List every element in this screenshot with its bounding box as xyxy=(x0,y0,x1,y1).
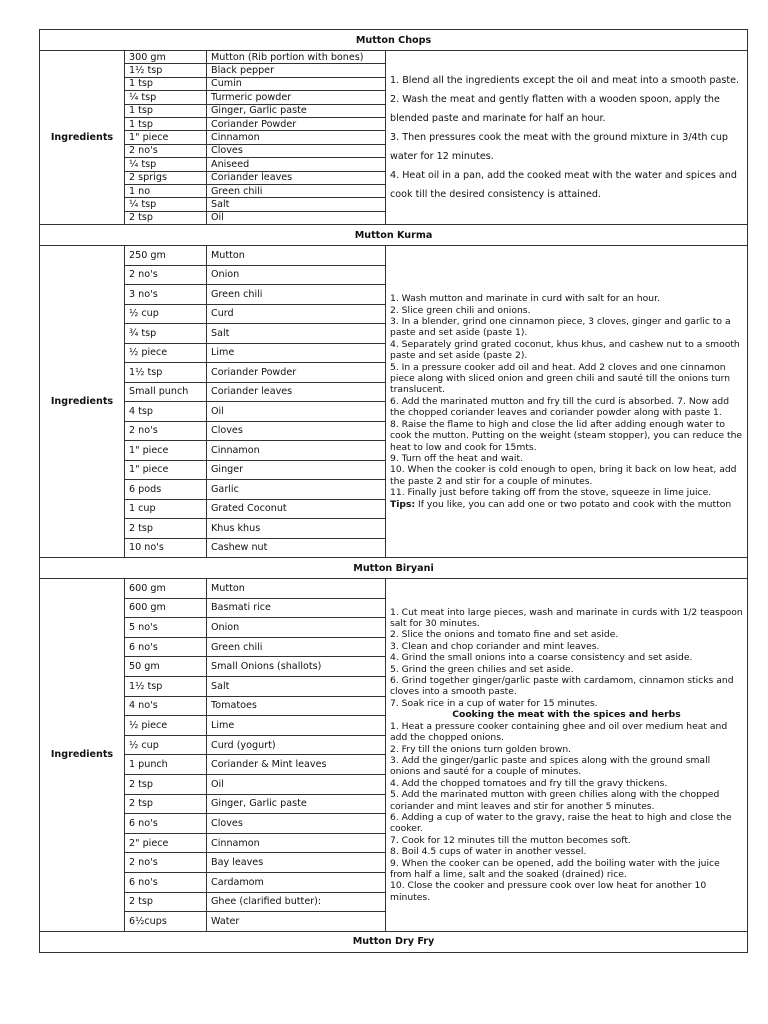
ingredient-name: Curd (yogurt) xyxy=(207,735,386,755)
ingredient-name: Oil xyxy=(207,775,386,795)
ingredient-quantity: 6 pods xyxy=(125,480,207,500)
ingredient-name: Salt xyxy=(207,198,386,211)
ingredient-name: Lime xyxy=(207,343,386,363)
ingredient-name: Tomatoes xyxy=(207,696,386,716)
ingredient-name: Cinnamon xyxy=(207,833,386,853)
recipe-title-kurma: Mutton Kurma xyxy=(40,225,748,246)
ingredient-row xyxy=(40,246,748,266)
ingredient-name: Basmati rice xyxy=(207,598,386,618)
ingredient-name: Green chili xyxy=(207,637,386,657)
step-text: 8. Raise the flame to high and close the lid after adding enough water to cook the mutton. Putting on the weight (steam stopper), you can reduce the heat to low and cook for 15mts. xyxy=(390,418,743,453)
step-text: 1. Heat a pressure cooker containing ghee and oil over medium heat and add the chopped onions. xyxy=(390,720,728,744)
ingredient-quantity: 2 sprigs xyxy=(125,171,207,184)
ingredient-name: Grated Coconut xyxy=(207,499,386,519)
ingredient-quantity: ½ cup xyxy=(125,304,207,324)
step-text: 2. Fry till the onions turn golden brown. xyxy=(390,743,572,755)
ingredient-quantity: 6 no's xyxy=(125,814,207,834)
step-text: 5. Add the marinated mutton with green chilies along with the chopped coriander and mint leaves and stir for another 5 minutes. xyxy=(390,789,720,812)
ingredient-quantity: 2 no's xyxy=(125,144,207,157)
ingredient-quantity: 4 no's xyxy=(125,696,207,716)
recipe-steps xyxy=(386,51,748,225)
ingredient-name: Coriander leaves xyxy=(207,171,386,184)
recipe-title-biryani: Mutton Biryani xyxy=(40,558,748,579)
ingredient-quantity: 1 punch xyxy=(125,755,207,775)
ingredient-quantity: ¾ tsp xyxy=(125,324,207,344)
ingredient-name: Green chili xyxy=(207,285,386,305)
step-text: 11. Finally just before taking off from the stove, squeeze in lime juice. xyxy=(390,487,712,499)
ingredient-quantity: 6 no's xyxy=(125,637,207,657)
recipe-title-row xyxy=(40,225,748,246)
recipe-title-row xyxy=(40,558,748,579)
ingredient-quantity: 4 tsp xyxy=(125,402,207,422)
ingredient-quantity: 1 tsp xyxy=(125,117,207,130)
ingredient-name: Ghee (clarified butter): xyxy=(207,892,386,912)
step-text: 4. Heat oil in a pan, add the cooked meat with the water and spices and cook till the desired consistency is attained. xyxy=(390,170,737,201)
ingredient-quantity: 3 no's xyxy=(125,285,207,305)
ingredient-name: Coriander leaves xyxy=(207,382,386,402)
ingredients-label: Ingredients xyxy=(40,579,125,932)
ingredient-name: Cloves xyxy=(207,814,386,834)
tips-text: If you like, you can add one or two potato and cook with the mutton xyxy=(415,498,732,510)
ingredient-quantity: 1" piece xyxy=(125,460,207,480)
ingredient-quantity: 1 no xyxy=(125,184,207,197)
recipe-title-chops: Mutton Chops xyxy=(40,30,748,51)
ingredient-name: Cinnamon xyxy=(207,441,386,461)
step-text: 5. In a pressure cooker add oil and heat. Add 2 cloves and one cinnamon piece along with sliced onion and green chili and sauté till the onions turn translucent. xyxy=(390,361,731,396)
step-text: 1. Wash mutton and marinate in curd with salt for an hour. xyxy=(390,293,660,305)
step-text: 7. Soak rice in a cup of water for 15 minutes. xyxy=(390,697,598,709)
ingredient-quantity: 600 gm xyxy=(125,598,207,618)
tips-label: Tips: xyxy=(390,498,416,510)
ingredient-name: Cumin xyxy=(207,77,386,90)
ingredient-quantity: ¼ tsp xyxy=(125,198,207,211)
ingredient-name: Ginger xyxy=(207,460,386,480)
ingredient-name: Water xyxy=(207,912,386,932)
ingredient-name: Onion xyxy=(207,265,386,285)
ingredient-quantity: 600 gm xyxy=(125,579,207,599)
step-text: 2. Slice the onions and tomato fine and set aside. xyxy=(390,629,619,641)
ingredient-name: Ginger, Garlic paste xyxy=(207,794,386,814)
ingredient-quantity: ½ piece xyxy=(125,716,207,736)
ingredient-name: Black pepper xyxy=(207,64,386,77)
ingredient-name: Salt xyxy=(207,677,386,697)
step-text: 10. When the cooker is cold enough to open, bring it back on low heat, add the paste 2 and stir for a couple of minutes. xyxy=(390,464,737,487)
ingredient-name: Mutton xyxy=(207,246,386,266)
ingredient-quantity: 1" piece xyxy=(125,131,207,144)
ingredient-quantity: 2 tsp xyxy=(125,519,207,539)
ingredient-quantity: 2 tsp xyxy=(125,211,207,224)
steps-sub-heading: Cooking the meat with the spices and herbs xyxy=(452,709,681,721)
tips-paragraph xyxy=(390,499,743,510)
ingredient-name: Ginger, Garlic paste xyxy=(207,104,386,117)
ingredients-label: Ingredients xyxy=(40,246,125,558)
step-text: 9. Turn off the heat and wait. xyxy=(390,452,524,464)
step-text: 7. Cook for 12 minutes till the mutton becomes soft. xyxy=(390,834,631,846)
ingredient-quantity: 300 gm xyxy=(125,51,207,64)
step-text: 10. Close the cooker and pressure cook over low heat for another 10 minutes. xyxy=(390,880,707,903)
recipe-title-dryfry: Mutton Dry Fry xyxy=(40,931,748,952)
recipe-steps xyxy=(386,246,748,558)
ingredient-name: Aniseed xyxy=(207,158,386,171)
ingredient-quantity: 1 tsp xyxy=(125,104,207,117)
recipe-document xyxy=(39,29,747,953)
recipe-steps xyxy=(386,579,748,932)
step-text: 6. Adding a cup of water to the gravy, raise the heat to high and close the cooker. xyxy=(390,811,732,835)
recipe-table xyxy=(39,29,748,953)
ingredient-quantity: ¼ tsp xyxy=(125,158,207,171)
ingredient-row xyxy=(40,579,748,599)
step-text: 6. Grind together ginger/garlic paste with cardamom, cinnamon sticks and cloves into a smooth paste. xyxy=(390,675,734,698)
ingredient-name: Oil xyxy=(207,402,386,422)
step-text: 9. When the cooker can be opened, add the boiling water with the juice from half a lime, salt and the soaked (drained) rice. xyxy=(390,857,720,880)
ingredient-name: Green chili xyxy=(207,184,386,197)
ingredient-quantity: ½ cup xyxy=(125,735,207,755)
step-text: 4. Separately grind grated coconut, khus khus, and cashew nut to a smooth paste and set aside (paste 2). xyxy=(390,338,740,362)
ingredient-name: Cloves xyxy=(207,144,386,157)
ingredient-name: Cardamom xyxy=(207,872,386,892)
ingredient-quantity: 2 no's xyxy=(125,265,207,285)
ingredient-name: Cinnamon xyxy=(207,131,386,144)
ingredient-name: Curd xyxy=(207,304,386,324)
step-text: 4. Grind the small onions into a coarse consistency and set aside. xyxy=(390,652,693,664)
ingredient-quantity: ¼ tsp xyxy=(125,91,207,104)
ingredient-quantity: 2 tsp xyxy=(125,892,207,912)
ingredient-quantity: 1½ tsp xyxy=(125,64,207,77)
ingredient-quantity: 5 no's xyxy=(125,618,207,638)
step-text: 1. Cut meat into large pieces, wash and marinate in curds with 1/2 teaspoon salt for 30 minutes. xyxy=(390,606,743,630)
ingredient-name: Bay leaves xyxy=(207,853,386,873)
ingredient-name: Oil xyxy=(207,211,386,224)
ingredient-name: Turmeric powder xyxy=(207,91,386,104)
recipe-title-row xyxy=(40,931,748,952)
step-text: 4. Add the chopped tomatoes and fry till the gravy thickens. xyxy=(390,777,668,789)
ingredient-quantity: 6½cups xyxy=(125,912,207,932)
ingredient-name: Lime xyxy=(207,716,386,736)
ingredient-quantity: 2 tsp xyxy=(125,775,207,795)
ingredient-name: Coriander & Mint leaves xyxy=(207,755,386,775)
ingredient-name: Onion xyxy=(207,618,386,638)
ingredient-quantity: 2 tsp xyxy=(125,794,207,814)
recipe-title-row xyxy=(40,30,748,51)
step-text: 3. In a blender, grind one cinnamon piece, 3 cloves, ginger and garlic to a paste and set aside (paste 1). xyxy=(390,316,731,339)
ingredient-quantity: Small punch xyxy=(125,382,207,402)
ingredient-name: Salt xyxy=(207,324,386,344)
ingredient-name: Cloves xyxy=(207,421,386,441)
ingredient-name: Khus khus xyxy=(207,519,386,539)
ingredients-label: Ingredients xyxy=(40,51,125,225)
ingredient-quantity: 250 gm xyxy=(125,246,207,266)
ingredient-quantity: 1½ tsp xyxy=(125,363,207,383)
ingredient-quantity: 1" piece xyxy=(125,441,207,461)
step-text: 6. Add the marinated mutton and fry till the curd is absorbed. 7. Now add the chopped coriander leaves and coriander powder along with paste 1. xyxy=(390,395,730,419)
ingredient-quantity: 2 no's xyxy=(125,421,207,441)
ingredient-row xyxy=(40,51,748,64)
ingredient-quantity: 10 no's xyxy=(125,538,207,558)
ingredient-name: Mutton xyxy=(207,579,386,599)
ingredient-quantity: 2" piece xyxy=(125,833,207,853)
step-text: 8. Boil 4.5 cups of water in another vessel. xyxy=(390,846,587,858)
step-text: 3. Add the ginger/garlic paste and spices along with the ground small onions and sauté for a couple of minutes. xyxy=(390,754,711,778)
ingredient-name: Mutton (Rib portion with bones) xyxy=(207,51,386,64)
ingredient-quantity: 1 tsp xyxy=(125,77,207,90)
ingredient-name: Coriander Powder xyxy=(207,117,386,130)
ingredient-quantity: 6 no's xyxy=(125,872,207,892)
step-text: 2. Wash the meat and gently flatten with a wooden spoon, apply the blended paste and marinate for half an hour. xyxy=(390,94,720,125)
ingredient-quantity: 50 gm xyxy=(125,657,207,677)
ingredient-name: Cashew nut xyxy=(207,538,386,558)
ingredient-quantity: ½ piece xyxy=(125,343,207,363)
step-text: 1. Blend all the ingredients except the oil and meat into a smooth paste. xyxy=(390,75,740,87)
ingredient-quantity: 1 cup xyxy=(125,499,207,519)
ingredient-name: Garlic xyxy=(207,480,386,500)
ingredient-quantity: 1½ tsp xyxy=(125,677,207,697)
ingredient-quantity: 2 no's xyxy=(125,853,207,873)
ingredient-name: Small Onions (shallots) xyxy=(207,657,386,677)
step-text: 2. Slice green chili and onions. xyxy=(390,304,531,316)
step-text: 3. Then pressures cook the meat with the ground mixture in 3/4th cup water for 12 minutes. xyxy=(390,132,728,163)
step-text: 5. Grind the green chilies and set aside. xyxy=(390,663,574,675)
step-text: 3. Clean and chop coriander and mint leaves. xyxy=(390,640,600,652)
ingredient-name: Coriander Powder xyxy=(207,363,386,383)
